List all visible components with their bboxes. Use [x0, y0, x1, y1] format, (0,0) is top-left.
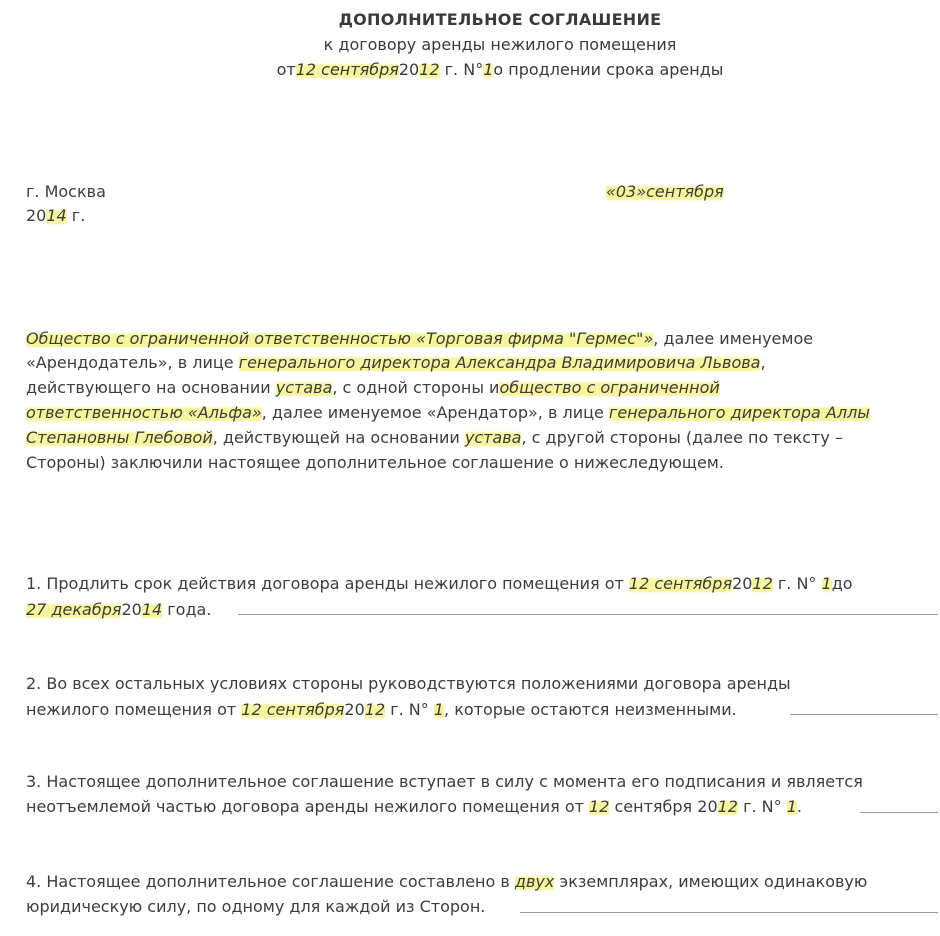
contract-num: 1 [786, 797, 797, 816]
contract-month: сентября [609, 797, 698, 816]
lessee-org-part1: общество с ограниченной [499, 378, 720, 397]
preamble-line-2 [26, 353, 766, 372]
document-title: ДОПОЛНИТЕЛЬНОЕ СОГЛАШЕНИЕ [338, 10, 662, 29]
clause-text: , которые остаются неизменными. [444, 700, 737, 719]
clause-text: года. [162, 600, 212, 619]
year-suffix: г. [66, 206, 86, 225]
year-b: 14 [46, 206, 67, 225]
fill-line [790, 714, 938, 715]
ref-year-b: 12 [419, 60, 440, 79]
clause-4-line-1 [26, 872, 867, 891]
preamble-text: «Арендодатель», в лице [26, 353, 239, 372]
clause-2-line-2 [26, 700, 737, 719]
contract-year-b: 12 [364, 700, 386, 719]
contract-year-a: 20 [344, 700, 365, 719]
clause-1-line-2 [26, 600, 211, 619]
year-a: 20 [26, 206, 47, 225]
preamble-text: , [760, 353, 766, 372]
contract-no: г. N° [737, 797, 787, 816]
clause-text: нежилого помещения от [26, 700, 242, 719]
ref-year-a: 20 [398, 60, 420, 79]
fill-line [238, 614, 938, 615]
copies-count: двух [514, 872, 555, 891]
contract-year-b: 12 [752, 574, 773, 593]
preamble-text: , далее именуемое [653, 329, 814, 348]
ref-g: г. N° [439, 60, 484, 79]
preamble-line-6: Стороны) заключили настоящее дополнительное соглашение о нижеследующем. [26, 453, 724, 472]
fill-line [520, 912, 938, 913]
clause-text: 1. Продлить срок действия договора аренды нежилого помещения от [26, 574, 629, 593]
date-day: «03» [606, 182, 647, 201]
preamble-line-1 [26, 329, 813, 348]
new-end-year-b: 14 [141, 600, 163, 619]
preamble-line-5 [26, 428, 843, 447]
contract-year-a: 20 [697, 797, 718, 816]
lessee-basis: устава [464, 428, 522, 447]
clause-1-line-1 [26, 574, 853, 593]
city: г. Москва [26, 182, 106, 201]
contract-no: г. N° [772, 574, 822, 593]
preamble-text: , далее именуемое «Арендатор», в лице [261, 403, 609, 422]
clause-2-line-1: 2. Во всех остальных условиях стороны руководствуются положениями договора аренды [26, 674, 791, 693]
ref-suffix: о продлении срока аренды [493, 60, 724, 79]
lessor-director: генерального директора Александра Владимировича Львова [238, 353, 761, 372]
contract-num: 1 [821, 574, 832, 593]
preamble-text: , действующей на основании [212, 428, 465, 447]
clause-text: экземплярах, имеющих одинаковую [554, 872, 868, 891]
fill-line [860, 812, 938, 813]
ref-prefix: от [276, 60, 296, 79]
clause-3-line-1: 3. Настоящее дополнительное соглашение вступает в силу с момента его подписания и является [26, 772, 863, 791]
document-subtitle: к договору аренды нежилого помещения [323, 35, 677, 54]
new-end-date: 27 декабря [26, 600, 122, 619]
clause-4-line-2: юридическую силу, по одному для каждой из Сторон. [26, 897, 486, 916]
clause-text: неотъемлемой частью договора аренды нежилого помещения от [26, 797, 590, 816]
contract-year-a: 20 [732, 574, 753, 593]
lessee-org-part2: ответственностью «Альфа» [26, 403, 262, 422]
signing-date [606, 182, 724, 201]
preamble-text: , с другой стороны (далее по тексту – [521, 428, 843, 447]
ref-num: 1 [483, 60, 494, 79]
lessor-basis: устава [275, 378, 333, 397]
contract-no: г. N° [385, 700, 434, 719]
contract-num: 1 [433, 700, 445, 719]
clause-text: до [831, 574, 853, 593]
date-month: сентября [646, 182, 724, 201]
document-reference [0, 60, 940, 79]
contract-date: 12 сентября [241, 700, 345, 719]
contract-date: 12 сентября [628, 574, 733, 593]
preamble-text: , с одной стороны и [332, 378, 500, 397]
clause-3-line-2 [26, 797, 802, 816]
clause-text: 4. Настоящее дополнительное соглашение составлено в [26, 872, 515, 891]
preamble-text: действующего на основании [26, 378, 276, 397]
clause-text: . [796, 797, 802, 816]
signing-year [26, 206, 85, 225]
preamble-line-3 [26, 378, 720, 397]
new-end-year-a: 20 [121, 600, 142, 619]
contract-year-b: 12 [717, 797, 738, 816]
lessee-director-part1: генерального директора Аллы [608, 403, 870, 422]
lessor-org: Общество с ограниченной ответственностью «Торговая фирма "Гермес"» [26, 329, 654, 348]
ref-date: 12 сентября [295, 60, 399, 79]
preamble-line-4 [26, 403, 870, 422]
contract-day: 12 [589, 797, 610, 816]
lessee-director-part2: Степановны Глебовой [26, 428, 213, 447]
